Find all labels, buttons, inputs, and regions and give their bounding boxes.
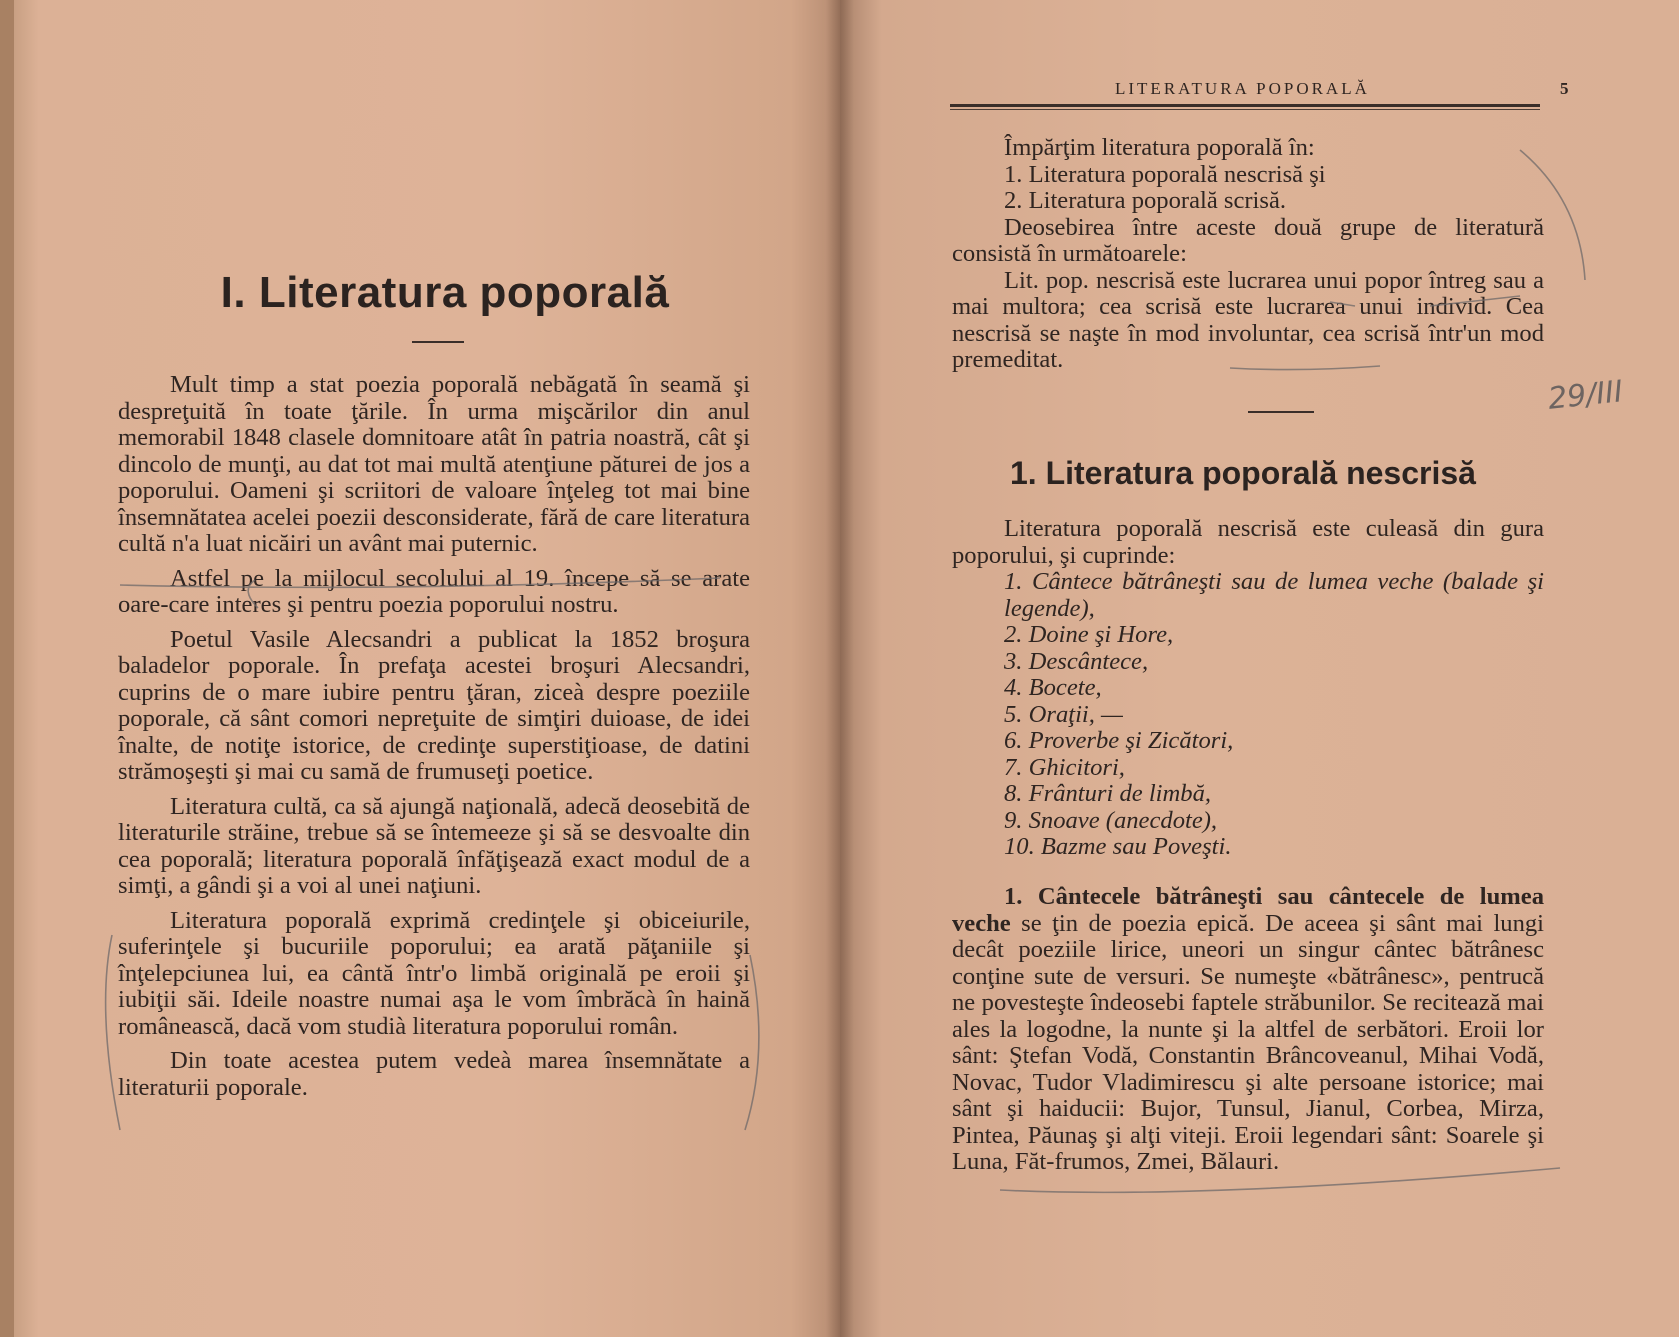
list-number: 7. bbox=[1004, 753, 1023, 781]
paragraph: Mult timp a stat poezia poporală nebăgată în seamă şi despreţuită în toate ţările. În urma mişcărilor din anul memorabil 1848 clasele domnitoare atât în patria noastră, cât şi dincolo de munţi, au dat tot mai multă atenţiune păturei de jos a poporului. Oameni şi scriitori de valoare înţeleg tot mai bine însemnătatea acelei poezii desconsiderate, fără de care literatura cultă n'a luat nicăiri un avânt mai puternic. bbox=[118, 371, 750, 557]
genre-list-item bbox=[952, 834, 1544, 861]
list-text: Oraţii, — bbox=[1028, 700, 1123, 728]
list-text: Snoave (anecdote), bbox=[1028, 806, 1218, 834]
subsection-text: se ţin de poezia epică. De aceea şi sânt mai lungi decât poeziile lirice, uneori un singur cântec bătrânesc conţine sute de versuri. Se numeşte «bătrânesc», pentrucă ne povesteşte îndeosebi faptele străbunilor. Se recitează mai ales la logodne, la nunte şi la altfel de serbători. Eroii lor sânt: Ştefan Vodă, Constantin Brâncoveanul, Mihai Vodă, Novac, Tudor Vladimirescu şi alte persoane istorice; mai sânt şi haiducii: Bujor, Tunsul, Jianul, Corbea, Mirza, Pintea, Păunaş şi alţi viteji. Eroii legendari sânt: Soarele şi Luna, Făt-frumos, Zmei, Bălauri. bbox=[952, 909, 1545, 1175]
genre-list bbox=[952, 569, 1544, 861]
list-number: 4. bbox=[1004, 674, 1023, 701]
genre-list-item bbox=[952, 569, 1544, 622]
paragraph: Lit. pop. nescrisă este lucrarea unui popor întreg sau a mai multora; cea scrisă este lucrarea unui individ. Cea nescrisă se naşte în mod involuntar, cea scrisă într'un mod premeditat. bbox=[952, 266, 1544, 373]
list-number: 10. bbox=[1004, 833, 1035, 860]
section-body bbox=[952, 516, 1544, 861]
section-title: 1. Literatura poporală nescrisă bbox=[1010, 455, 1476, 491]
paragraph: Poetul Vasile Alecsandri a publicat la 1852 broşura baladelor poporale. În prefaţa acestei broşuri Alecsandri, cuprins de o mare iubire pentru ţăran, ziceà despre poeziile poporale, că sânt comori nepreţuite de simţiri duioase, de idei înalte, de notiţe istorice, de credinţe superstiţioase, de datini strămoşeşti şi mai cu samă de frumuseţi poetice. bbox=[118, 625, 750, 785]
header-rule bbox=[950, 104, 1540, 107]
paragraph: Literatura poporală exprimă credinţele şi obiceiurile, suferinţele şi bucuriile poporului; ea arată păţaniile şi înţelepciunea lui, ea cântă într'o limbă originală pe eroii şi iubiţii săi. Ideile noastre numai aşa le vom îmbrăcà în haină românească, dacă vom studià literatura poporului român. bbox=[118, 906, 750, 1040]
book-gutter bbox=[826, 0, 854, 1337]
section-divider bbox=[1248, 411, 1314, 413]
genre-list-item bbox=[952, 622, 1544, 649]
list-number: 3. bbox=[1004, 647, 1023, 675]
genre-list-item bbox=[952, 649, 1544, 676]
genre-list-item bbox=[952, 675, 1544, 702]
division-item: 2. Literatura poporală scrisă. bbox=[1004, 187, 1287, 214]
left-body-text bbox=[118, 372, 750, 1109]
list-text: Bazme sau Poveşti. bbox=[1040, 833, 1232, 860]
paragraph: Astfel pe la mijlocul secolului al 19. începe să se arate oare-care interes şi pentru poezia poporului nostru. bbox=[118, 564, 750, 618]
list-number: 9. bbox=[1004, 806, 1023, 834]
list-number: 2. bbox=[1004, 621, 1023, 648]
division-text bbox=[952, 135, 1544, 374]
page-number: 5 bbox=[1560, 79, 1569, 98]
subsection-paragraph bbox=[952, 884, 1544, 1176]
division-item: 1. Literatura poporală nescrisă şi bbox=[1004, 160, 1326, 188]
list-text: Bocete, bbox=[1028, 674, 1102, 701]
pencil-margin-note: 29/III bbox=[1546, 374, 1625, 417]
subsection bbox=[952, 884, 1544, 1176]
genre-list-item bbox=[952, 728, 1544, 755]
list-number: 1. bbox=[1004, 568, 1023, 595]
list-text: Ghicitori, bbox=[1028, 753, 1125, 781]
list-number: 8. bbox=[1004, 780, 1023, 807]
paragraph: Din toate acestea putem vedeà marea însemnătate a literaturii poporale. bbox=[118, 1047, 750, 1101]
list-text: Doine şi Hore, bbox=[1028, 621, 1174, 648]
header-rule-thin bbox=[950, 109, 1540, 110]
intro-line: Împărţim literatura poporală în: bbox=[1004, 134, 1315, 161]
paragraph: Literatura cultă, ca să ajungă naţională, adecă deosebită de literaturile străine, trebue să se întemeeze şi să se desvoalte din cea poporală; literatura poporală înfăţişează exact modul de a simţi, a gândi şi a voi al unei naţiuni. bbox=[118, 792, 750, 899]
list-text: Cântece bătrâneşti sau de lumea veche (balade şi legende), bbox=[1004, 568, 1544, 622]
list-number: 5. bbox=[1004, 700, 1023, 728]
list-text: Frânturi de limbă, bbox=[1028, 780, 1212, 807]
paragraph: Deosebirea între aceste două grupe de literatură consistă în următoarele: bbox=[952, 213, 1544, 267]
genre-list-item bbox=[952, 808, 1544, 835]
genre-list-item bbox=[952, 755, 1544, 782]
title-rule bbox=[412, 341, 464, 343]
list-text: Proverbe şi Zicători, bbox=[1028, 727, 1234, 754]
chapter-title: I. Literatura poporală bbox=[220, 268, 670, 317]
list-number: 6. bbox=[1004, 727, 1023, 754]
running-head: LITERATURA POPORALĂ bbox=[1115, 79, 1370, 98]
subsection-heading: 1. Cântecele bătrâneşti sau cântecele de lumea veche bbox=[952, 883, 1544, 937]
genre-list-item bbox=[952, 781, 1544, 808]
genre-list-item bbox=[952, 702, 1544, 729]
section-intro: Literatura poporală nescrisă este culeasă din gura poporului, şi cuprinde: bbox=[952, 515, 1544, 569]
list-text: Descântece, bbox=[1028, 647, 1149, 675]
